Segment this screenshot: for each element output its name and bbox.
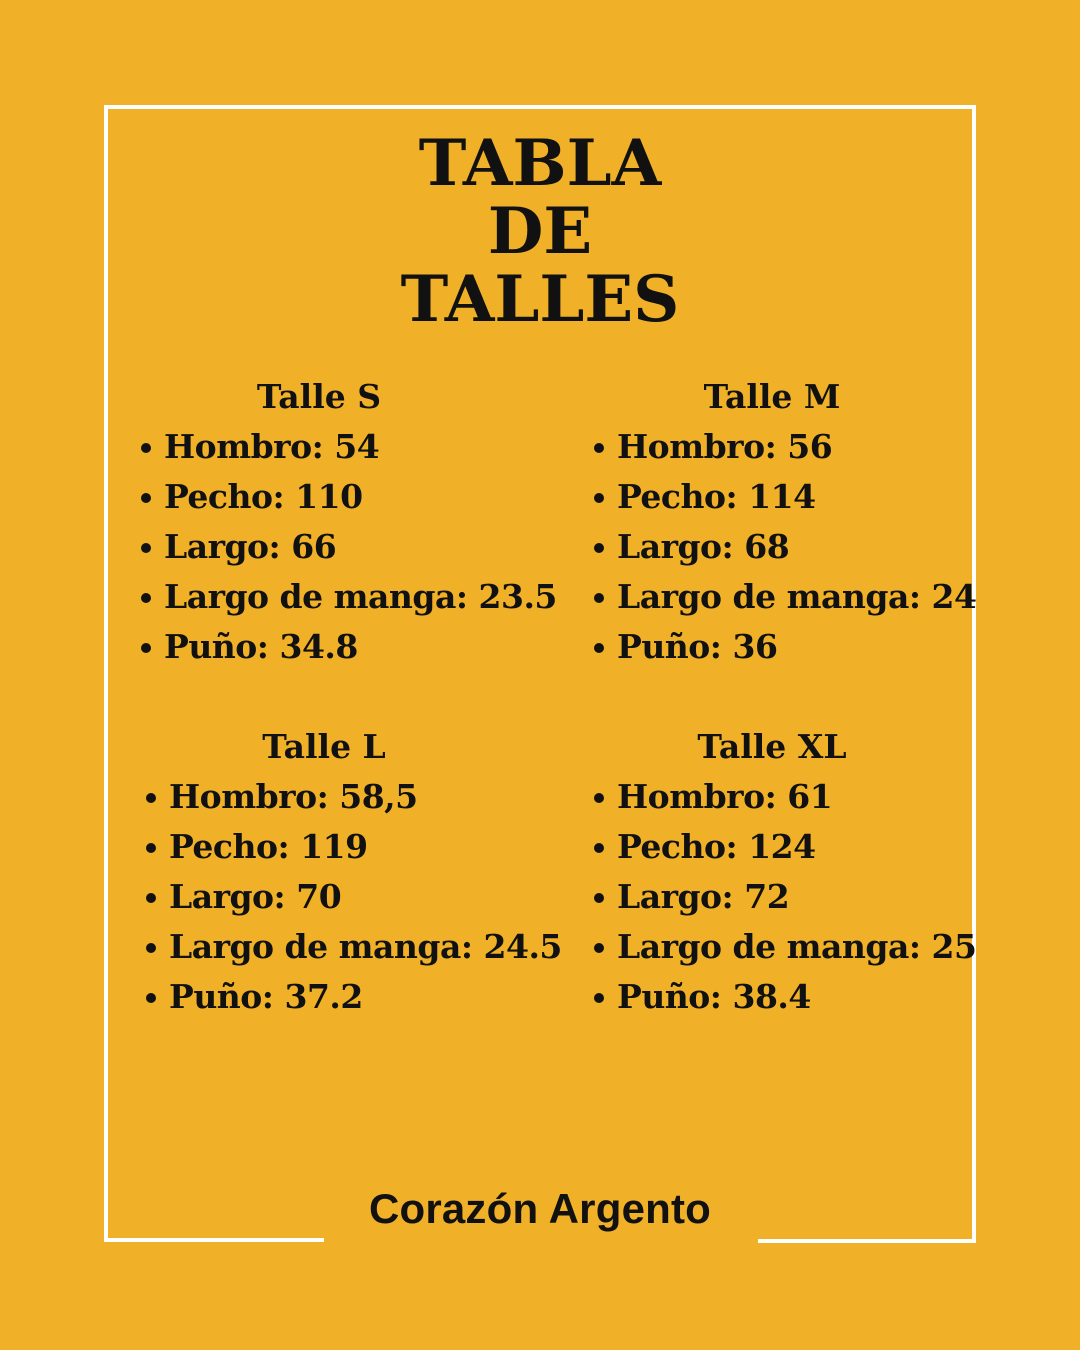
measurement-text: Largo: 66: [164, 527, 337, 566]
size-list-l: [144, 772, 574, 1022]
size-block-s: [139, 372, 569, 672]
bullet-icon: [141, 443, 151, 453]
list-item: [592, 522, 1022, 572]
measurement-text: Puño: 34.8: [164, 627, 358, 666]
measurement-text: Hombro: 54: [164, 427, 380, 466]
bullet-icon: [146, 893, 156, 903]
bullet-icon: [594, 593, 604, 603]
size-block-xl: [592, 722, 1022, 1022]
brand-name: Corazón Argento: [368, 1185, 712, 1232]
measurement-text: Hombro: 61: [617, 777, 833, 816]
list-item: [144, 772, 574, 822]
measurement-text: Largo de manga: 25: [617, 927, 977, 966]
list-item: [139, 422, 569, 472]
size-list-s: [139, 422, 569, 672]
bullet-icon: [146, 793, 156, 803]
measurement-text: Pecho: 119: [169, 827, 368, 866]
bullet-icon: [594, 993, 604, 1003]
measurement-text: Pecho: 114: [617, 477, 816, 516]
list-item: [139, 622, 569, 672]
bullet-icon: [594, 543, 604, 553]
bullet-icon: [146, 943, 156, 953]
list-item: [592, 622, 1022, 672]
bullet-icon: [594, 793, 604, 803]
bullet-icon: [594, 643, 604, 653]
list-item: [592, 872, 1022, 922]
bullet-icon: [146, 843, 156, 853]
measurement-text: Pecho: 110: [164, 477, 363, 516]
list-item: [592, 972, 1022, 1022]
size-block-l: [144, 722, 574, 1022]
bullet-icon: [594, 943, 604, 953]
list-item: [144, 972, 574, 1022]
bullet-icon: [594, 493, 604, 503]
list-item: [144, 922, 574, 972]
bullet-icon: [594, 843, 604, 853]
list-item: [592, 822, 1022, 872]
measurement-text: Largo: 68: [617, 527, 790, 566]
list-item: [139, 572, 569, 622]
measurement-text: Puño: 37.2: [169, 977, 363, 1016]
size-list-xl: [592, 772, 1022, 1022]
list-item: [139, 522, 569, 572]
frame-border-bottom-left: [104, 1238, 324, 1242]
page-title: [0, 126, 1080, 337]
bullet-icon: [146, 993, 156, 1003]
list-item: [592, 922, 1022, 972]
measurement-text: Largo de manga: 23.5: [164, 577, 557, 616]
measurement-text: Largo de manga: 24.5: [169, 927, 562, 966]
list-item: [592, 422, 1022, 472]
measurement-text: Pecho: 124: [617, 827, 816, 866]
size-heading-l: Talle L: [262, 727, 386, 766]
title-line-1: TABLA: [418, 126, 662, 201]
bullet-icon: [594, 443, 604, 453]
measurement-text: Largo de manga: 24: [617, 577, 977, 616]
measurement-text: Largo: 72: [617, 877, 790, 916]
size-list-m: [592, 422, 1022, 672]
measurement-text: Largo: 70: [169, 877, 342, 916]
measurement-text: Hombro: 56: [617, 427, 833, 466]
bullet-icon: [141, 493, 151, 503]
title-line-2: DE: [487, 194, 593, 269]
list-item: [592, 472, 1022, 522]
list-item: [592, 572, 1022, 622]
frame-border-top: [104, 105, 976, 109]
title-line-3: TALLES: [400, 262, 680, 337]
list-item: [592, 772, 1022, 822]
measurement-text: Puño: 38.4: [617, 977, 811, 1016]
bullet-icon: [141, 593, 151, 603]
size-heading-xl: Talle XL: [697, 727, 847, 766]
list-item: [144, 872, 574, 922]
measurement-text: Hombro: 58,5: [169, 777, 418, 816]
list-item: [139, 472, 569, 522]
size-block-m: [592, 372, 1022, 672]
list-item: [144, 822, 574, 872]
bullet-icon: [141, 543, 151, 553]
bullet-icon: [141, 643, 151, 653]
size-heading-m: Talle M: [703, 377, 841, 416]
frame-border-bottom-right: [758, 1239, 976, 1243]
measurement-text: Puño: 36: [617, 627, 778, 666]
bullet-icon: [594, 893, 604, 903]
size-heading-s: Talle S: [256, 377, 382, 416]
